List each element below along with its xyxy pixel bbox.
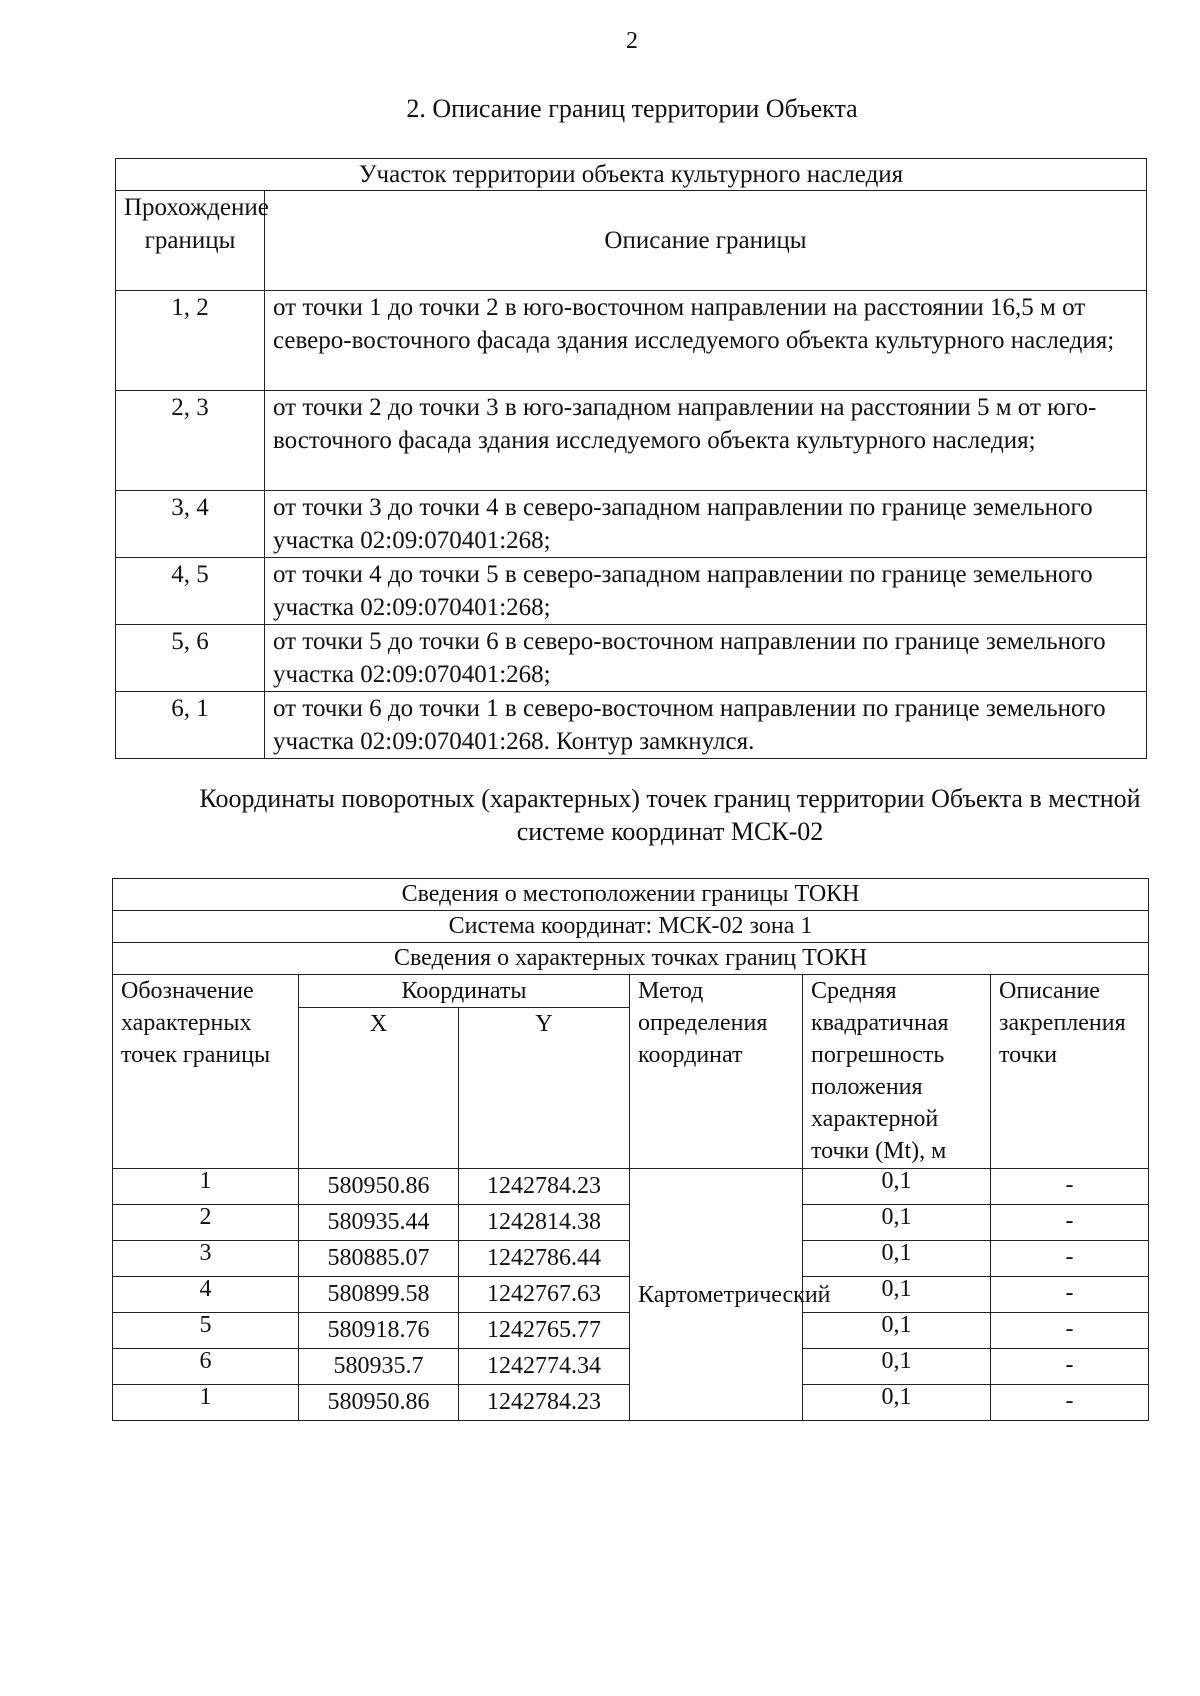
description-cell: от точки 6 до точки 1 в северо-восточном направлении по границе земельного участка 02:09:070401:268. Контур замкнулся. xyxy=(265,692,1147,759)
point-cell: 4 xyxy=(113,1277,299,1313)
x-cell: 580899.58 xyxy=(299,1277,459,1313)
y-cell: 1242786.44 xyxy=(459,1241,630,1277)
table-row xyxy=(116,692,1147,759)
point-cell: 1 xyxy=(113,1385,299,1421)
fixing-cell: - xyxy=(991,1313,1149,1349)
boundary-table-title: Участок территории объекта культурного наследия xyxy=(116,159,1147,191)
fixing-cell: - xyxy=(991,1169,1149,1205)
table-row xyxy=(113,1169,1149,1205)
column-header-y: Y xyxy=(459,1008,630,1169)
error-cell: 0,1 xyxy=(803,1349,991,1385)
coords-table-title-location: Сведения о местоположении границы ТОКН xyxy=(113,879,1149,911)
column-header-point: Обозначение характерных точек границы xyxy=(113,975,299,1169)
x-cell: 580918.76 xyxy=(299,1313,459,1349)
description-cell: от точки 5 до точки 6 в северо-восточном направлении по границе земельного участка 02:09:070401:268; xyxy=(265,625,1147,692)
fixing-cell: - xyxy=(991,1241,1149,1277)
coords-table-title-points: Сведения о характерных точках границ ТОКН xyxy=(113,943,1149,975)
fixing-cell: - xyxy=(991,1349,1149,1385)
error-cell: 0,1 xyxy=(803,1241,991,1277)
column-header-fixing: Описание закрепления точки xyxy=(991,975,1149,1169)
error-cell: 0,1 xyxy=(803,1169,991,1205)
column-header-x: X xyxy=(299,1008,459,1169)
boundary-description-table xyxy=(115,158,1147,759)
section-title: 2. Описание границ территории Объекта xyxy=(406,94,858,123)
method-cell: Картометрический xyxy=(630,1169,803,1421)
segment-cell: 1, 2 xyxy=(116,291,265,391)
y-cell: 1242767.63 xyxy=(459,1277,630,1313)
y-cell: 1242774.34 xyxy=(459,1349,630,1385)
coordinates-table xyxy=(112,878,1149,1421)
table-row xyxy=(116,491,1147,558)
fixing-cell: - xyxy=(991,1205,1149,1241)
coordinates-heading: Координаты поворотных (характерных) точек границ территории Объекта в местной системе координат МСК-02 xyxy=(199,784,1141,846)
x-cell: 580935.7 xyxy=(299,1349,459,1385)
table-row xyxy=(116,625,1147,692)
point-cell: 3 xyxy=(113,1241,299,1277)
fixing-cell: - xyxy=(991,1277,1149,1313)
table-row xyxy=(116,391,1147,491)
description-cell: от точки 2 до точки 3 в юго-западном направлении на расстоянии 5 м от юго-восточного фасада здания исследуемого объекта культурного наследия; xyxy=(265,391,1147,491)
segment-cell: 6, 1 xyxy=(116,692,265,759)
x-cell: 580950.86 xyxy=(299,1385,459,1421)
table-row xyxy=(116,291,1147,391)
description-cell: от точки 3 до точки 4 в северо-западном направлении по границе земельного участка 02:09:070401:268; xyxy=(265,491,1147,558)
segment-cell: 3, 4 xyxy=(116,491,265,558)
error-cell: 0,1 xyxy=(803,1313,991,1349)
page-number: 2 xyxy=(626,28,638,54)
coords-table-title-system: Система координат: МСК-02 зона 1 xyxy=(113,911,1149,943)
y-cell: 1242765.77 xyxy=(459,1313,630,1349)
column-header-error: Средняя квадратичная погрешность положения характерной точки (Mt), м xyxy=(803,975,991,1169)
column-header-segment: Прохождение границы xyxy=(116,191,265,291)
description-cell: от точки 4 до точки 5 в северо-западном направлении по границе земельного участка 02:09:070401:268; xyxy=(265,558,1147,625)
point-cell: 5 xyxy=(113,1313,299,1349)
point-cell: 6 xyxy=(113,1349,299,1385)
y-cell: 1242814.38 xyxy=(459,1205,630,1241)
y-cell: 1242784.23 xyxy=(459,1169,630,1205)
error-cell: 0,1 xyxy=(803,1277,991,1313)
y-cell: 1242784.23 xyxy=(459,1385,630,1421)
point-cell: 2 xyxy=(113,1205,299,1241)
error-cell: 0,1 xyxy=(803,1205,991,1241)
x-cell: 580950.86 xyxy=(299,1169,459,1205)
description-cell: от точки 1 до точки 2 в юго-восточном направлении на расстоянии 16,5 м от северо-восточного фасада здания исследуемого объекта культурного наследия; xyxy=(265,291,1147,391)
column-header-coordinates: Координаты xyxy=(299,975,630,1008)
table-row xyxy=(116,558,1147,625)
segment-cell: 5, 6 xyxy=(116,625,265,692)
error-cell: 0,1 xyxy=(803,1385,991,1421)
fixing-cell: - xyxy=(991,1385,1149,1421)
column-header-description: Описание границы xyxy=(265,191,1147,291)
x-cell: 580885.07 xyxy=(299,1241,459,1277)
point-cell: 1 xyxy=(113,1169,299,1205)
segment-cell: 4, 5 xyxy=(116,558,265,625)
segment-cell: 2, 3 xyxy=(116,391,265,491)
x-cell: 580935.44 xyxy=(299,1205,459,1241)
column-header-method: Метод определения координат xyxy=(630,975,803,1169)
